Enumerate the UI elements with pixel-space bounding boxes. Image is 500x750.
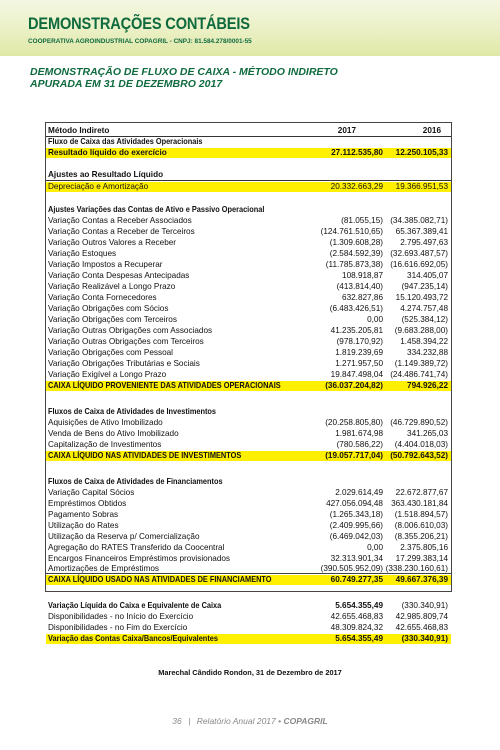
document-title-line2: APURADA EM 31 DE DEZEMBRO 2017 xyxy=(30,78,223,90)
table-row: Pagamento Sobras (1.265.343,18) (1.518.894,57) xyxy=(48,510,448,519)
signature-line: Marechal Cândido Rondon, 31 de Dezembro de 2017 xyxy=(158,668,342,677)
table-row: Disponibilidades - no Início do Exercício 42.655.468,83 42.985.809,74 xyxy=(48,612,448,621)
table-row-total: Variação das Contas Caixa/Bancos/Equivalentes 5.654.355,49 (330.340,91) xyxy=(46,634,451,644)
table-row: Resultado líquido do exercício 27.112.535,80 12.250.105,33 xyxy=(46,148,451,158)
table-row: Encargos Financeiros Empréstimos provisionados 32.313.901,34 17.299.383,14 xyxy=(48,554,448,563)
table-row: Fluxos de Caixa de Atividades de Financiamentos xyxy=(48,477,223,486)
table-row: Variação Exigível a Longo Prazo 19.847.498,04 (24.486.741,74) xyxy=(48,370,448,379)
table-row: Variação Conta Fornecedores 632.827,86 15.120.493,72 xyxy=(48,293,448,302)
table-row: Variação Capital Sócios 2.029.614,49 22.672.877,67 xyxy=(48,488,448,497)
table-row: Utilização da Reserva p/ Comercialização (6.469.042,03) (8.355.206,21) xyxy=(48,532,448,541)
brand-name: COPAGRIL xyxy=(283,716,328,726)
page-footer xyxy=(0,716,500,726)
table-row: Variação Obrigações com Sócios (6.483.426,51) 4.274.757,48 xyxy=(48,304,448,313)
table-header-row xyxy=(46,126,451,137)
page-number: 36 xyxy=(172,716,182,726)
table-row: Fluxo de Caixa das Atividades Operacionais xyxy=(48,137,203,146)
table-row: Depreciação e Amortização 20.332.663,29 19.366.951,53 xyxy=(46,182,451,192)
table-row: Variação Contas a Receber Associados (81.055,15) (34.385.082,71) xyxy=(48,216,448,225)
header-title: DEMONSTRAÇÕES CONTÁBEIS xyxy=(28,14,250,33)
col-label-header: Método Indireto xyxy=(48,126,110,135)
table-row: Variação Contas a Receber de Terceiros (124.761.510,65) 65.367.389,41 xyxy=(48,227,448,236)
table-row: Variação Obrigações com Pessoal 1.819.239,69 334.232,88 xyxy=(48,348,448,357)
table-row: Empréstimos Obtidos 427.056.094,48 363.430.181,84 xyxy=(48,499,448,508)
header-subtitle: COOPERATIVA AGROINDUSTRIAL COPAGRIL - CNPJ: 81.584.278/0001-55 xyxy=(28,38,252,45)
col-2017-header: 2017 xyxy=(337,126,356,135)
table-row-total: CAIXA LÍQUIDO NAS ATIVIDADES DE INVESTIMENTOS (19.057.717,04) (50.792.643,52) xyxy=(46,451,451,461)
table-row: Variação Outras Obrigações com Associados 41.235.205,81 (9.683.288,00) xyxy=(48,326,448,335)
table-row: Variação Realizável a Longo Prazo (413.814,40) (947.235,14) xyxy=(48,282,448,291)
table-row: Disponibilidades - no Fim do Exercício 48.309.824,32 42.655.468,83 xyxy=(48,623,448,632)
table-row-total: CAIXA LÍQUIDO PROVENIENTE DAS ATIVIDADES OPERACIONAIS (36.037.204,82) 794.926,22 xyxy=(46,381,451,391)
col-2016-header: 2016 xyxy=(422,126,441,135)
table-row: Capitalização de Investimentos (780.586,22) (4.404.018,03) xyxy=(48,440,448,449)
table-row: Variação Obrigações com Terceiros 0,00 (525.384,12) xyxy=(48,315,448,324)
table-row: Venda de Bens do Ativo Imobilizado 1.981.674,98 341.265,03 xyxy=(48,429,448,438)
footer-divider: | xyxy=(188,716,191,726)
table-row: Variação Obrigações Tributárias e Sociais 1.271.957,50 (1.149.389,72) xyxy=(48,359,448,368)
table-row: Utilização do Rates (2.409.995,66) (8.006.610,03) xyxy=(48,521,448,530)
cash-flow-table xyxy=(45,122,452,574)
report-name: Relatório Anual 2017 xyxy=(196,716,276,726)
document-title-line1: DEMONSTRAÇÃO DE FLUXO DE CAIXA - MÉTODO INDIRETO xyxy=(30,66,338,78)
table-row: Variação Estoques (2.584.592,39) (32.693.487,57) xyxy=(48,249,448,258)
document-title xyxy=(30,66,338,90)
table-row: Amortizações de Empréstimos (390.505.952,09) (338.230.160,61) xyxy=(48,564,448,573)
table-row: Aquisições de Ativo Imobilizado (20.258.805,80) (46.729.890,52) xyxy=(48,418,448,427)
table-row: Agregação do RATES Transferido da Coocentral 0,00 2.375.805,16 xyxy=(48,543,448,552)
table-row: Ajustes ao Resultado Líquido xyxy=(46,170,451,181)
table-row: Variação Impostos a Recuperar (11.785.873,38) (16.616.692,05) xyxy=(48,260,448,269)
table-row-total: CAIXA LÍQUIDO USADO NAS ATIVIDADES DE FINANCIAMENTO 60.749.277,35 49.667.376,39 xyxy=(46,575,451,585)
table-row: Variação Outras Obrigações com Terceiros (978.170,92) 1.458.394,22 xyxy=(48,337,448,346)
table-row: Fluxos de Caixa de Atividades de Investimentos xyxy=(48,407,217,416)
table-row: Variação Outros Valores a Receber (1.309.608,28) 2.795.497,63 xyxy=(48,238,448,247)
table-row: Variação Conta Despesas Antecipadas 108.918,87 314.405,07 xyxy=(48,271,448,280)
footer-bullet: • xyxy=(278,716,282,726)
table-row: Variação Líquida do Caixa e Equivalente de Caixa 5.654.355,49 (330.340,91) xyxy=(48,601,448,610)
table-row: Ajustes Variações das Contas de Ativo e Passivo Operacional xyxy=(48,205,265,214)
